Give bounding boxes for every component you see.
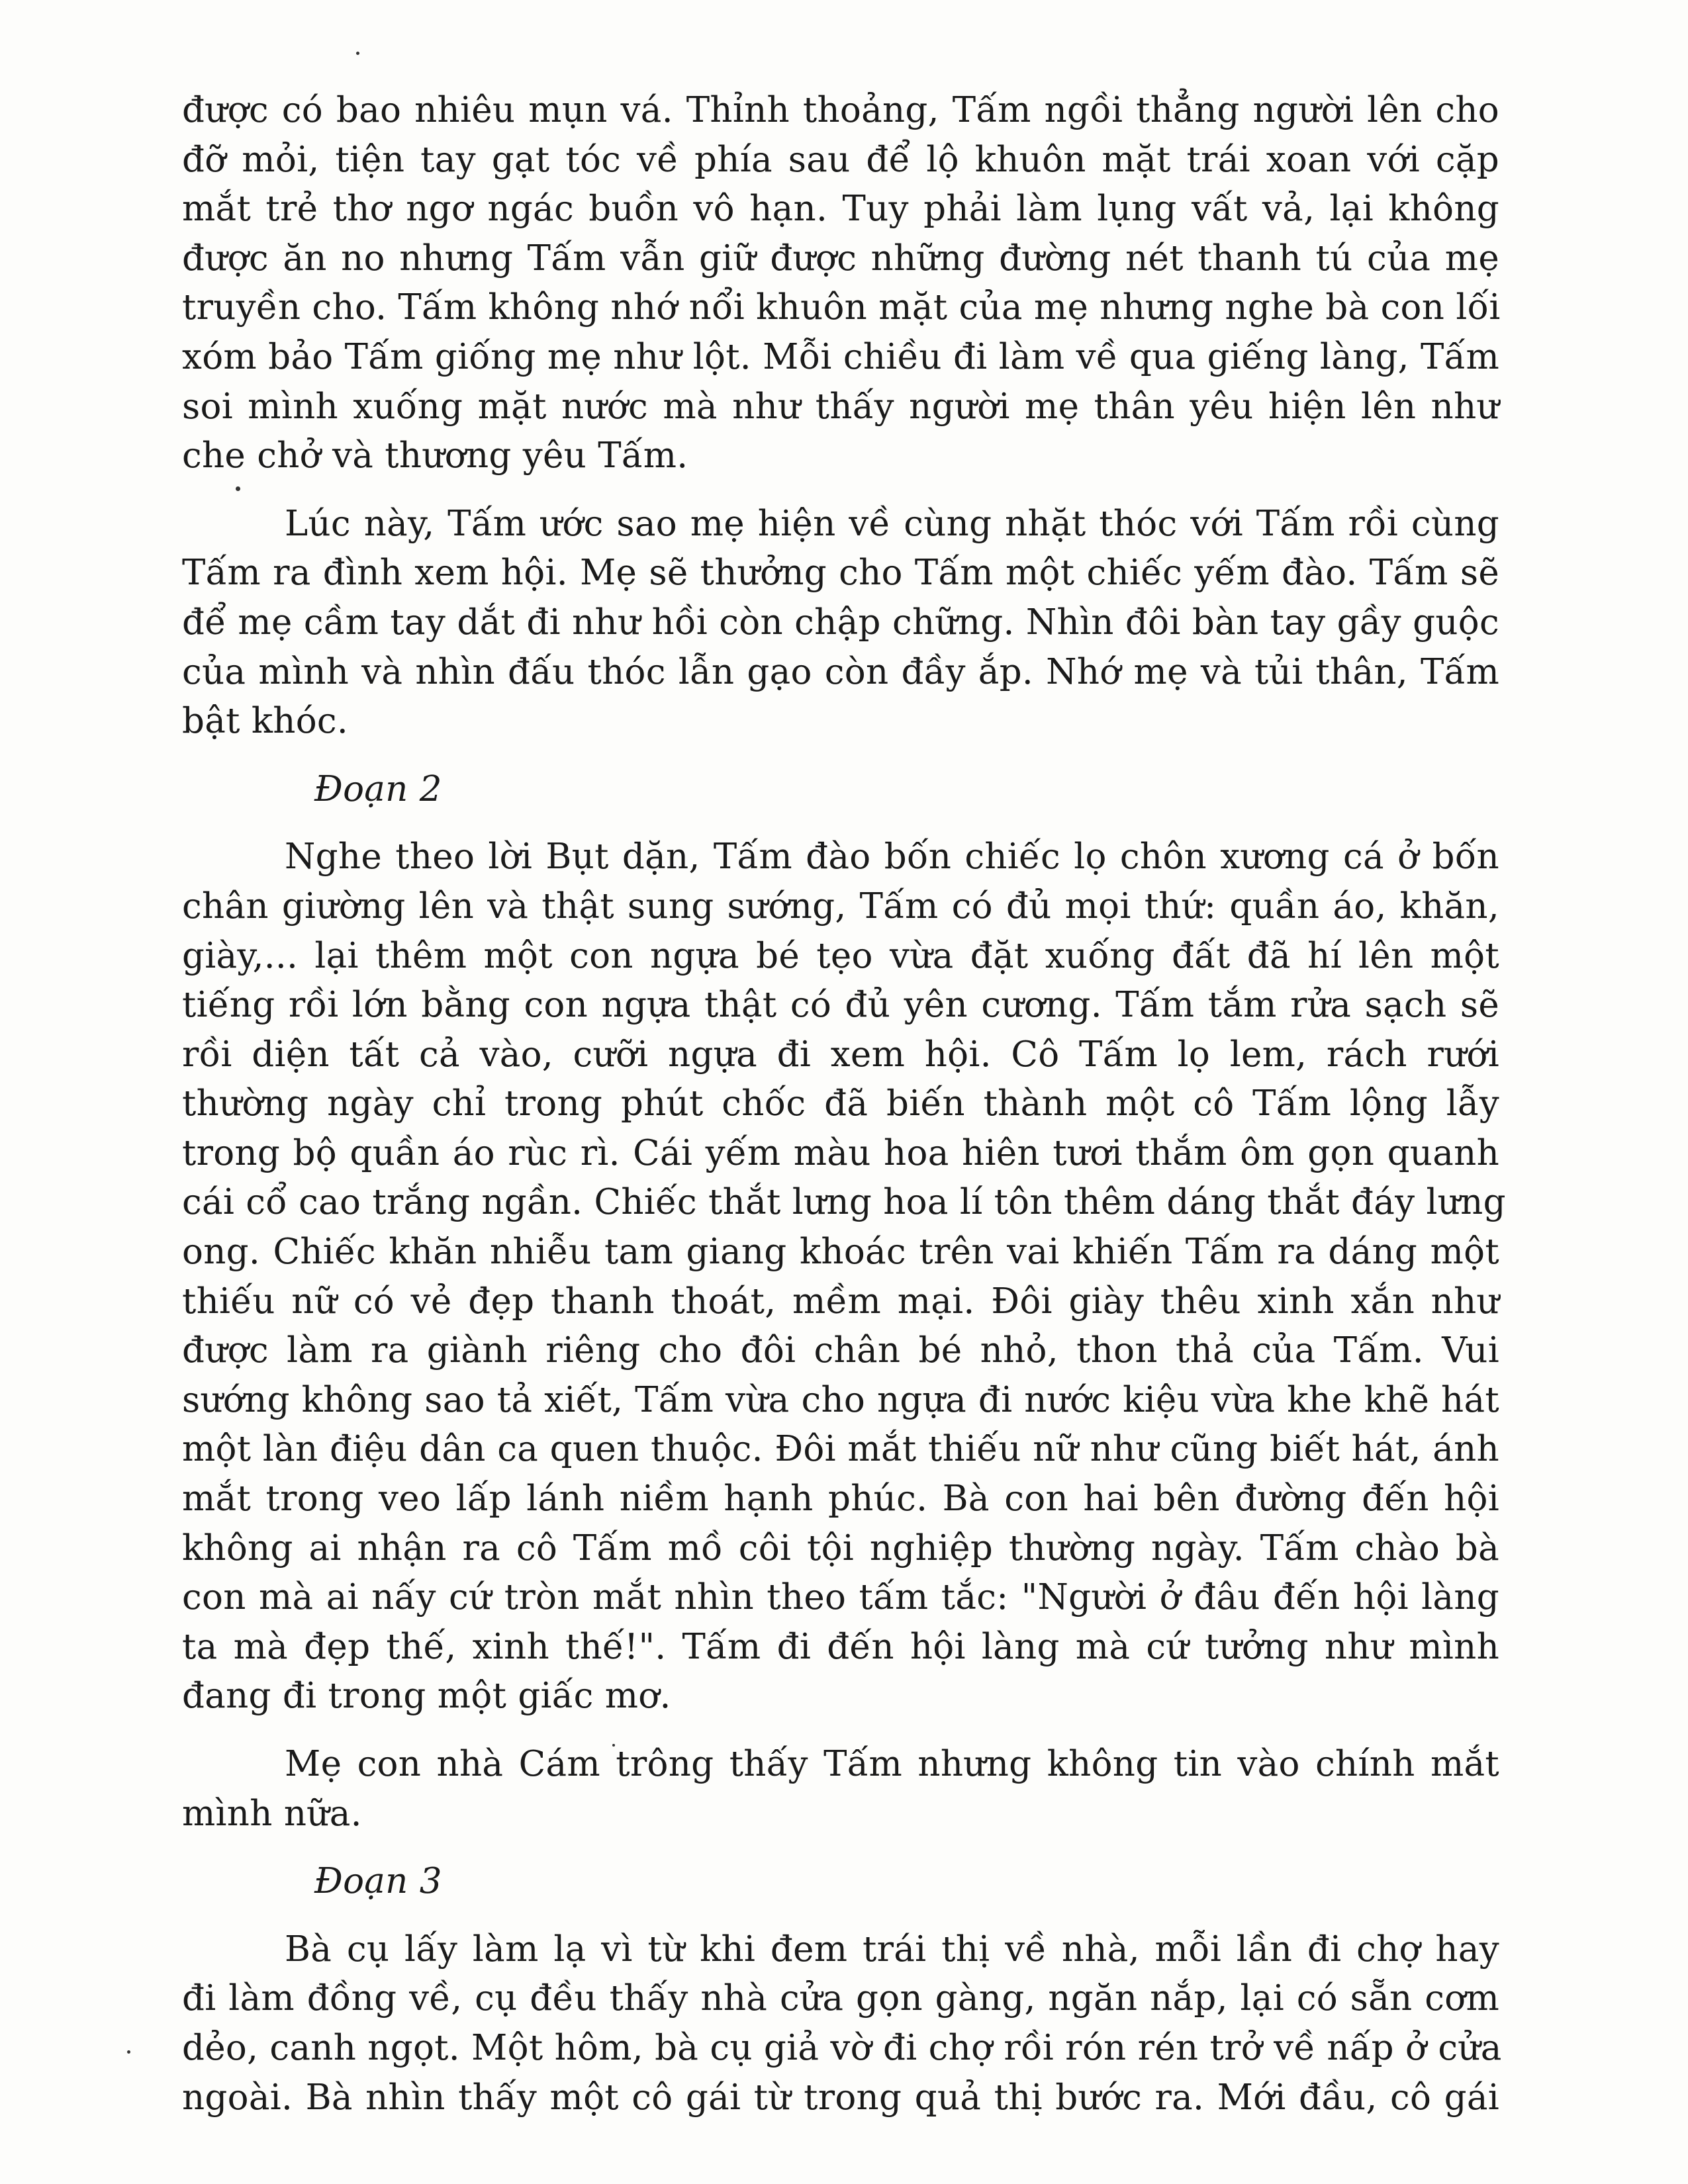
scan-speck [356, 52, 359, 55]
text-line: chân giường lên và thật sung sướng, Tấm có đủ mọi thứ: quần áo, khăn, [182, 886, 1499, 927]
text-line: thiếu nữ có vẻ đẹp thanh thoát, mềm mại. Đôi giày thêu xinh xắn như [182, 1281, 1499, 1322]
paragraph-1 [182, 86, 1499, 481]
text-line: ong. Chiếc khăn nhiễu tam giang khoác trên vai khiến Tấm ra dáng một [182, 1232, 1499, 1273]
text-line: mắt trong veo lấp lánh niềm hạnh phúc. Bà con hai bên đường đến hội [182, 1479, 1499, 1520]
text-line: để mẹ cầm tay dắt đi như hồi còn chập chững. Nhìn đôi bàn tay gầy guộc [182, 602, 1499, 643]
text-line: Tấm ra đình xem hội. Mẹ sẽ thưởng cho Tấm một chiếc yếm đào. Tấm sẽ [182, 553, 1499, 594]
text-line: che chở và thương yêu Tấm. [182, 435, 688, 477]
text-line: ngoài. Bà nhìn thấy một cô gái từ trong quả thị bước ra. Mới đầu, cô gái [182, 2077, 1499, 2118]
text-line: mình nữa. [182, 1793, 362, 1834]
document-body [182, 86, 1506, 2122]
text-line: không ai nhận ra cô Tấm mồ côi tội nghiệp thường ngày. Tấm chào bà [182, 1527, 1499, 1569]
text-line: tiếng rồi lớn bằng con ngựa thật có đủ yên cương. Tấm tắm rửa sạch sẽ [182, 985, 1499, 1026]
text-line: Bà cụ lấy làm lạ vì từ khi đem trái thị về nhà, mỗi lần đi chợ hay [285, 1929, 1499, 1970]
paragraph-2 [182, 500, 1499, 747]
text-line: mắt trẻ thơ ngơ ngác buồn vô hạn. Tuy phải làm lụng vất vả, lại không [182, 189, 1499, 230]
text-line: được có bao nhiêu mụn vá. Thỉnh thoảng, Tấm ngồi thẳng người lên cho [182, 90, 1499, 130]
text-line: của mình và nhìn đấu thóc lẫn gạo còn đầy ắp. Nhớ mẹ và tủi thân, Tấm [182, 651, 1499, 692]
text-line: đi làm đồng về, cụ đều thấy nhà cửa gọn gàng, ngăn nắp, lại có sẵn cơm [182, 1978, 1499, 2019]
text-line: một làn điệu dân ca quen thuộc. Đôi mắt thiếu nữ như cũng biết hát, ánh [182, 1429, 1499, 1470]
paragraph-5 [182, 1925, 1502, 2122]
text-line: cái cổ cao trắng ngần. Chiếc thắt lưng hoa lí tôn thêm dáng thắt đáy lưng [182, 1182, 1506, 1223]
text-line: được làm ra giành riêng cho đôi chân bé nhỏ, thon thả của Tấm. Vui [182, 1330, 1499, 1371]
section-heading-doan-2: Đoạn 2 [314, 768, 442, 809]
scan-speck [127, 2050, 130, 2054]
text-line: xóm bảo Tấm giống mẹ như lột. Mỗi chiều đi làm về qua giếng làng, Tấm [182, 336, 1499, 377]
text-line: rồi diện tất cả vào, cưỡi ngựa đi xem hội. Cô Tấm lọ lem, rách rưới [182, 1034, 1499, 1075]
text-line: soi mình xuống mặt nước mà như thấy người mẹ thân yêu hiện lên như [182, 386, 1499, 427]
text-line: Lúc này, Tấm ước sao mẹ hiện về cùng nhặt thóc với Tấm rồi cùng [285, 503, 1499, 544]
text-line: truyền cho. Tấm không nhớ nổi khuôn mặt của mẹ nhưng nghe bà con lối [182, 287, 1501, 328]
text-line: được ăn no nhưng Tấm vẫn giữ được những đường nét thanh tú của mẹ [182, 238, 1499, 279]
text-line: dẻo, canh ngọt. Một hôm, bà cụ giả vờ đi chợ rồi rón rén trở về nấp ở cửa [182, 2027, 1502, 2068]
text-line: Mẹ con nhà Cám trông thấy Tấm nhưng không tin vào chính mắt [285, 1744, 1499, 1784]
text-line: Nghe theo lời Bụt dặn, Tấm đào bốn chiếc lọ chôn xương cá ở bốn [285, 837, 1499, 878]
text-line: giày,... lại thêm một con ngựa bé tẹo vừa đặt xuống đất đã hí lên một [182, 935, 1499, 976]
text-line: con mà ai nấy cứ tròn mắt nhìn theo tấm tắc: "Người ở đâu đến hội làng [182, 1577, 1499, 1618]
text-line: bật khóc. [182, 701, 349, 742]
paragraph-3 [182, 833, 1506, 1721]
text-line: ta mà đẹp thế, xinh thế!". Tấm đi đến hội làng mà cứ tưởng như mình [182, 1626, 1499, 1667]
paragraph-4 [182, 1740, 1499, 1839]
text-line: trong bộ quần áo rùc rì. Cái yếm màu hoa hiên tươi thắm ôm gọn quanh [182, 1132, 1499, 1173]
text-line: thường ngày chỉ trong phút chốc đã biến thành một cô Tấm lộng lẫy [182, 1083, 1499, 1124]
text-line: sướng không sao tả xiết, Tấm vừa cho ngựa đi nước kiệu vừa khe khẽ hát [182, 1379, 1499, 1420]
text-line: đỡ mỏi, tiện tay gạt tóc về phía sau để lộ khuôn mặt trái xoan với cặp [182, 139, 1499, 180]
section-heading-doan-3: Đoạn 3 [314, 1861, 442, 1902]
text-line: đang đi trong một giấc mơ. [182, 1676, 671, 1717]
